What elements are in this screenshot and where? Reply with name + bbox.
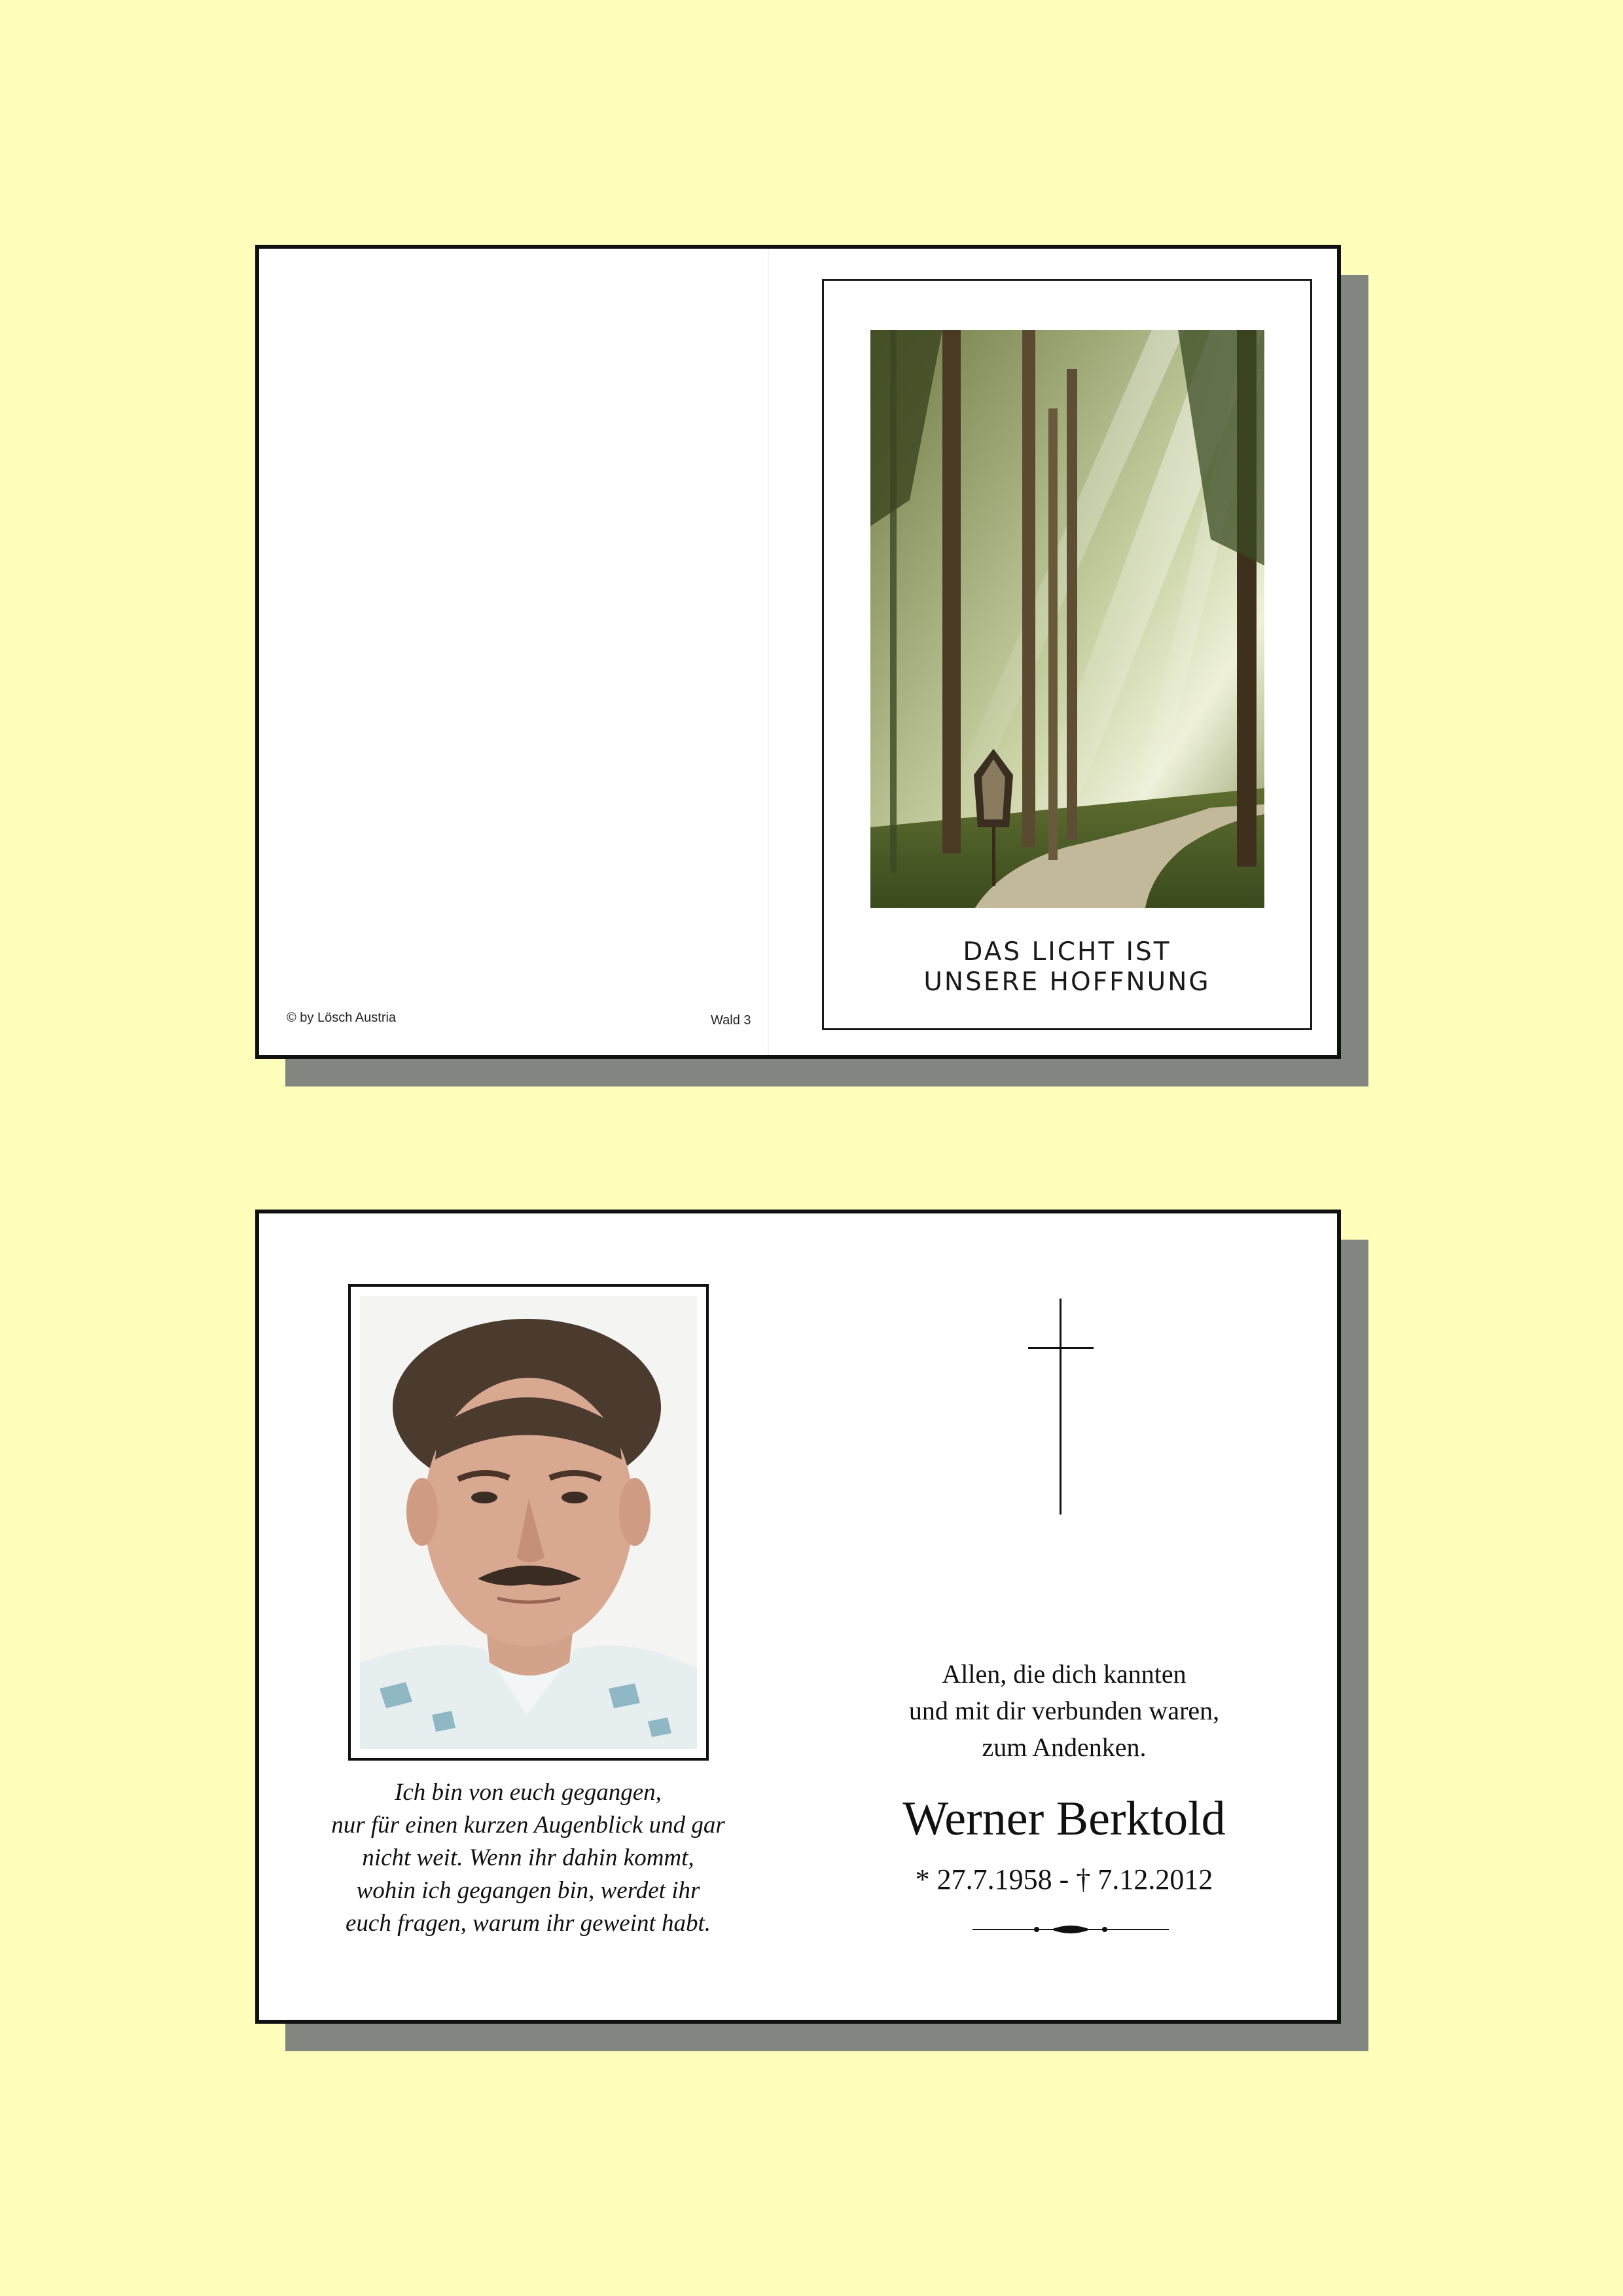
motto-line-1: DAS LICHT IST bbox=[963, 937, 1171, 967]
motto-line-2: UNSERE HOFFNUNG bbox=[923, 967, 1211, 997]
deceased-name: Werner Berktold bbox=[902, 1792, 1226, 1846]
portrait-frame bbox=[348, 1284, 709, 1761]
design-code: Wald 3 bbox=[711, 1013, 751, 1028]
card-front bbox=[255, 245, 1341, 1059]
latin-cross-icon bbox=[1028, 1299, 1094, 1515]
dedication-line: Allen, die dich kannten bbox=[942, 1659, 1186, 1689]
dedication bbox=[829, 1656, 1300, 1766]
poem-line: nur für einen kurzen Augenblick und gar bbox=[331, 1812, 725, 1839]
forest-wayside-shrine-photo bbox=[870, 330, 1264, 908]
copyright-text: © by Lösch Austria bbox=[287, 1011, 397, 1025]
portrait-photo bbox=[360, 1296, 697, 1749]
fold-line bbox=[768, 249, 769, 1055]
poem-line: Ich bin von euch gegangen, bbox=[395, 1779, 662, 1806]
dedication-line: und mit dir verbunden waren, bbox=[908, 1696, 1220, 1725]
life-dates: * 27.7.1958 - † 7.12.2012 bbox=[915, 1863, 1213, 1895]
poem-line: nicht weit. Wenn ihr dahin kommt, bbox=[362, 1844, 694, 1871]
poem bbox=[283, 1776, 774, 1940]
poem-line: euch fragen, warum ihr geweint habt. bbox=[345, 1910, 711, 1937]
front-inner-frame bbox=[822, 279, 1312, 1030]
card-inside bbox=[255, 1210, 1341, 2024]
poem-line: wohin ich gegangen bin, werdet ihr bbox=[356, 1877, 700, 1904]
dedication-line: zum Andenken. bbox=[982, 1732, 1147, 1762]
divider-ornament-icon bbox=[972, 1922, 1169, 1937]
